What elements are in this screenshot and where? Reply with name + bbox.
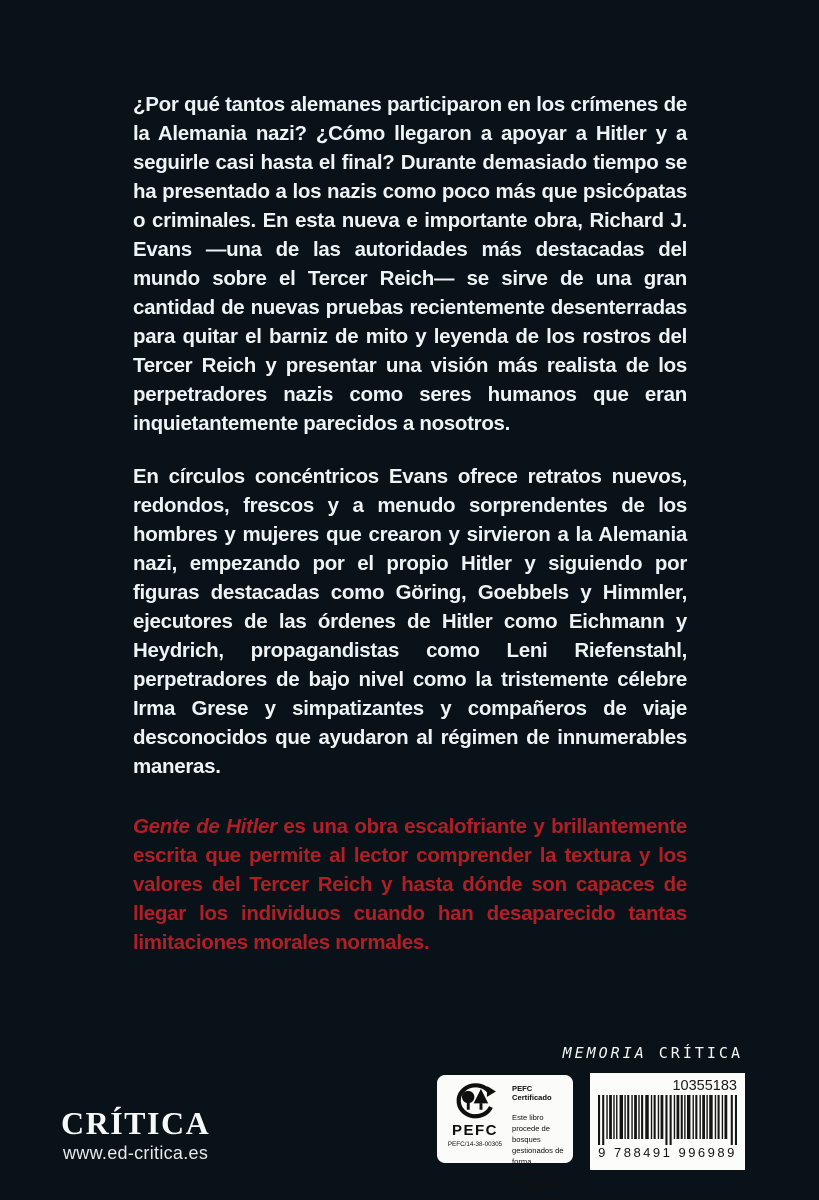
barcode-bars-icon xyxy=(598,1095,737,1145)
publisher-logo: CRÍTICA xyxy=(61,1105,211,1141)
isbn-barcode-box xyxy=(590,1073,745,1170)
pefc-trees-icon xyxy=(453,1082,497,1122)
pefc-url: www.pefc.es xyxy=(512,1178,558,1187)
isbn-digits: 9 788491 996989 xyxy=(598,1145,737,1160)
review-paragraph xyxy=(133,812,687,957)
collection-name xyxy=(563,1044,743,1062)
pefc-logo-text: PEFC xyxy=(451,1122,498,1139)
pefc-certification-box xyxy=(437,1075,573,1187)
pefc-description: Este libro procede de bosques gestionados de forma sostenible xyxy=(512,1113,564,1177)
publisher-url: www.ed-critica.es xyxy=(63,1143,209,1163)
pefc-text-column xyxy=(512,1082,565,1187)
synopsis-block xyxy=(133,90,687,981)
synopsis-paragraph-2: En círculos concéntricos Evans ofrece retratos nuevos, redondos, frescos y a menudo sorprendentes de los hombres y mujeres que crearon y sirvieron a la Alemania nazi, empezando por el propio Hitler y siguiendo por figuras destacadas como Göring, Goebbels y Himmler, ejecutores de las órdenes de Hitler como Eichmann y Heydrich, propagandistas como Leni Riefenstahl, perpetradores de bajo nivel como la tristemente célebre Irma Grese y simpatizantes y compañeros de viaje desconocidos que ayudaron al régimen de innumerables maneras. xyxy=(133,465,687,778)
pefc-logo-column xyxy=(445,1082,505,1157)
book-title-italic: Gente de Hitler xyxy=(133,815,277,838)
collection-critica: CRÍTICA xyxy=(658,1044,743,1062)
pefc-certificate-number: PEFC/14-38-00305 xyxy=(447,1141,503,1148)
barcode-top-number: 10355183 xyxy=(672,1078,737,1094)
synopsis-paragraph-1: ¿Por qué tantos alemanes participaron en los crímenes de la Alemania nazi? ¿Cómo llegaron a apoyar a Hitler y a seguirle casi hasta el final? Durante demasiado tiempo se ha presentado a los nazis como poco más que psicópatas o criminales. En esta nueva e importante obra, Richard J. Evans —una de las autoridades más destacadas del mundo sobre el Tercer Reich— se sirve de una gran cantidad de nuevas pruebas recientemente desenterradas para quitar el barniz de mito y leyenda de los rostros del Tercer Reich y presentar una visión más realista de los perpetradores nazis como seres humanos que eran inquietantemente parecidos a nosotros. xyxy=(133,93,687,435)
pefc-title: PEFC Certificado xyxy=(512,1084,552,1102)
collection-memoria: MEMORIA xyxy=(562,1044,647,1062)
review-text: es una obra escalofriante y brillantemente escrita que permite al lector comprender la textura y los valores del Tercer Reich y hasta dónde son capaces de llegar los individuos cuando han desaparecido tantas limitaciones morales normales. xyxy=(133,815,687,954)
